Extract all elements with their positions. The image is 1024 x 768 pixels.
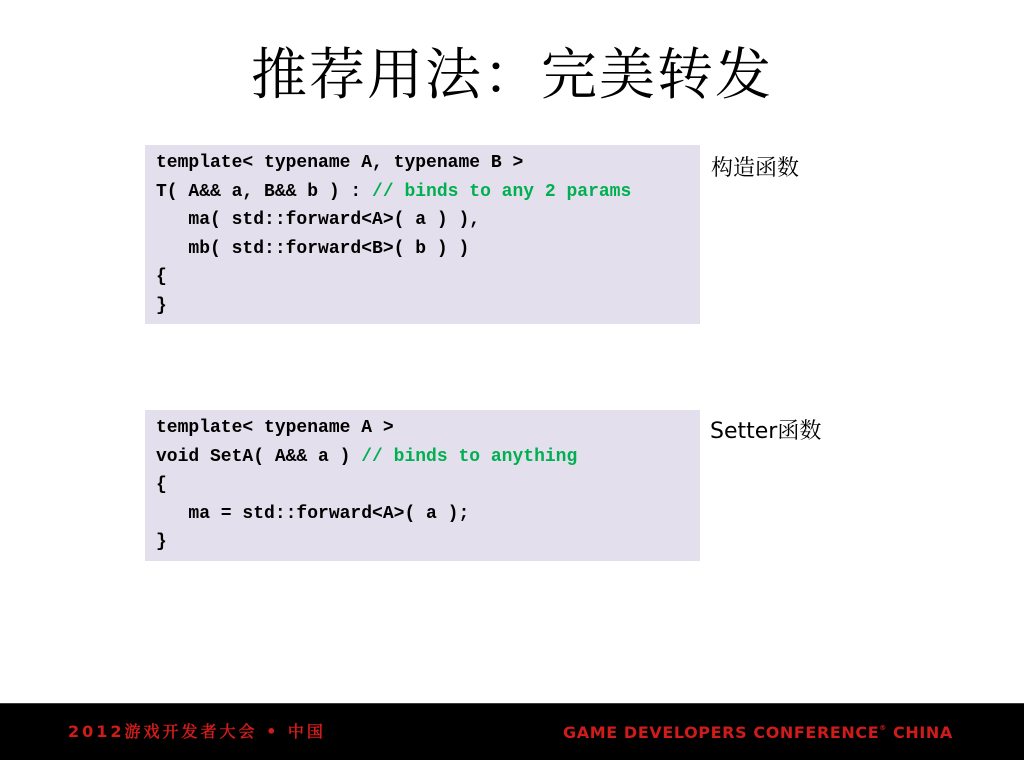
code-text: mb( std::forward<B>( b ) ): [156, 238, 470, 259]
code-text: }: [156, 295, 167, 316]
code-line: [156, 178, 700, 207]
code-text: ma( std::forward<A>( a ) ),: [156, 210, 481, 231]
code-text: {: [156, 267, 167, 288]
code-text: void SetA( A&& a ): [156, 446, 362, 467]
code-text: T( A&& a, B&& b ) :: [156, 181, 373, 202]
setter-label: Setter函数: [710, 419, 822, 444]
code-line: [156, 443, 700, 472]
code-line: [156, 235, 700, 264]
code-text: {: [156, 475, 167, 496]
code-comment: // binds to any 2 params: [372, 181, 632, 202]
footer-conference-name: GAME DEVELOPERS CONFERENCE: [563, 723, 880, 742]
code-text: }: [156, 532, 167, 553]
code-line: [156, 471, 700, 500]
footer-conference-english: [563, 721, 953, 745]
code-block-setter: [145, 410, 700, 561]
footer-conference-chinese: 2012游戏开发者大会 • 中国: [68, 722, 326, 741]
code-line: [156, 292, 700, 321]
constructor-label: 构造函数: [711, 156, 800, 181]
footer-bar: [0, 703, 1024, 760]
code-line: [156, 263, 700, 292]
footer-conference-suffix: CHINA: [886, 723, 953, 742]
code-line: [156, 528, 700, 557]
code-text: ma = std::forward<A>( a );: [156, 503, 470, 524]
code-line: [156, 206, 700, 235]
code-block-constructor: [145, 145, 700, 324]
slide-title: 推荐用法：完美转发: [251, 43, 773, 108]
code-line: [156, 500, 700, 529]
bottom-strip: [0, 760, 1024, 768]
code-line: [156, 414, 700, 443]
code-text: template< typename A, typename B >: [156, 153, 524, 173]
code-comment: // binds to anything: [361, 446, 578, 467]
code-line: [156, 149, 700, 178]
registered-mark: ®: [879, 724, 887, 732]
code-text: template< typename A >: [156, 418, 394, 438]
